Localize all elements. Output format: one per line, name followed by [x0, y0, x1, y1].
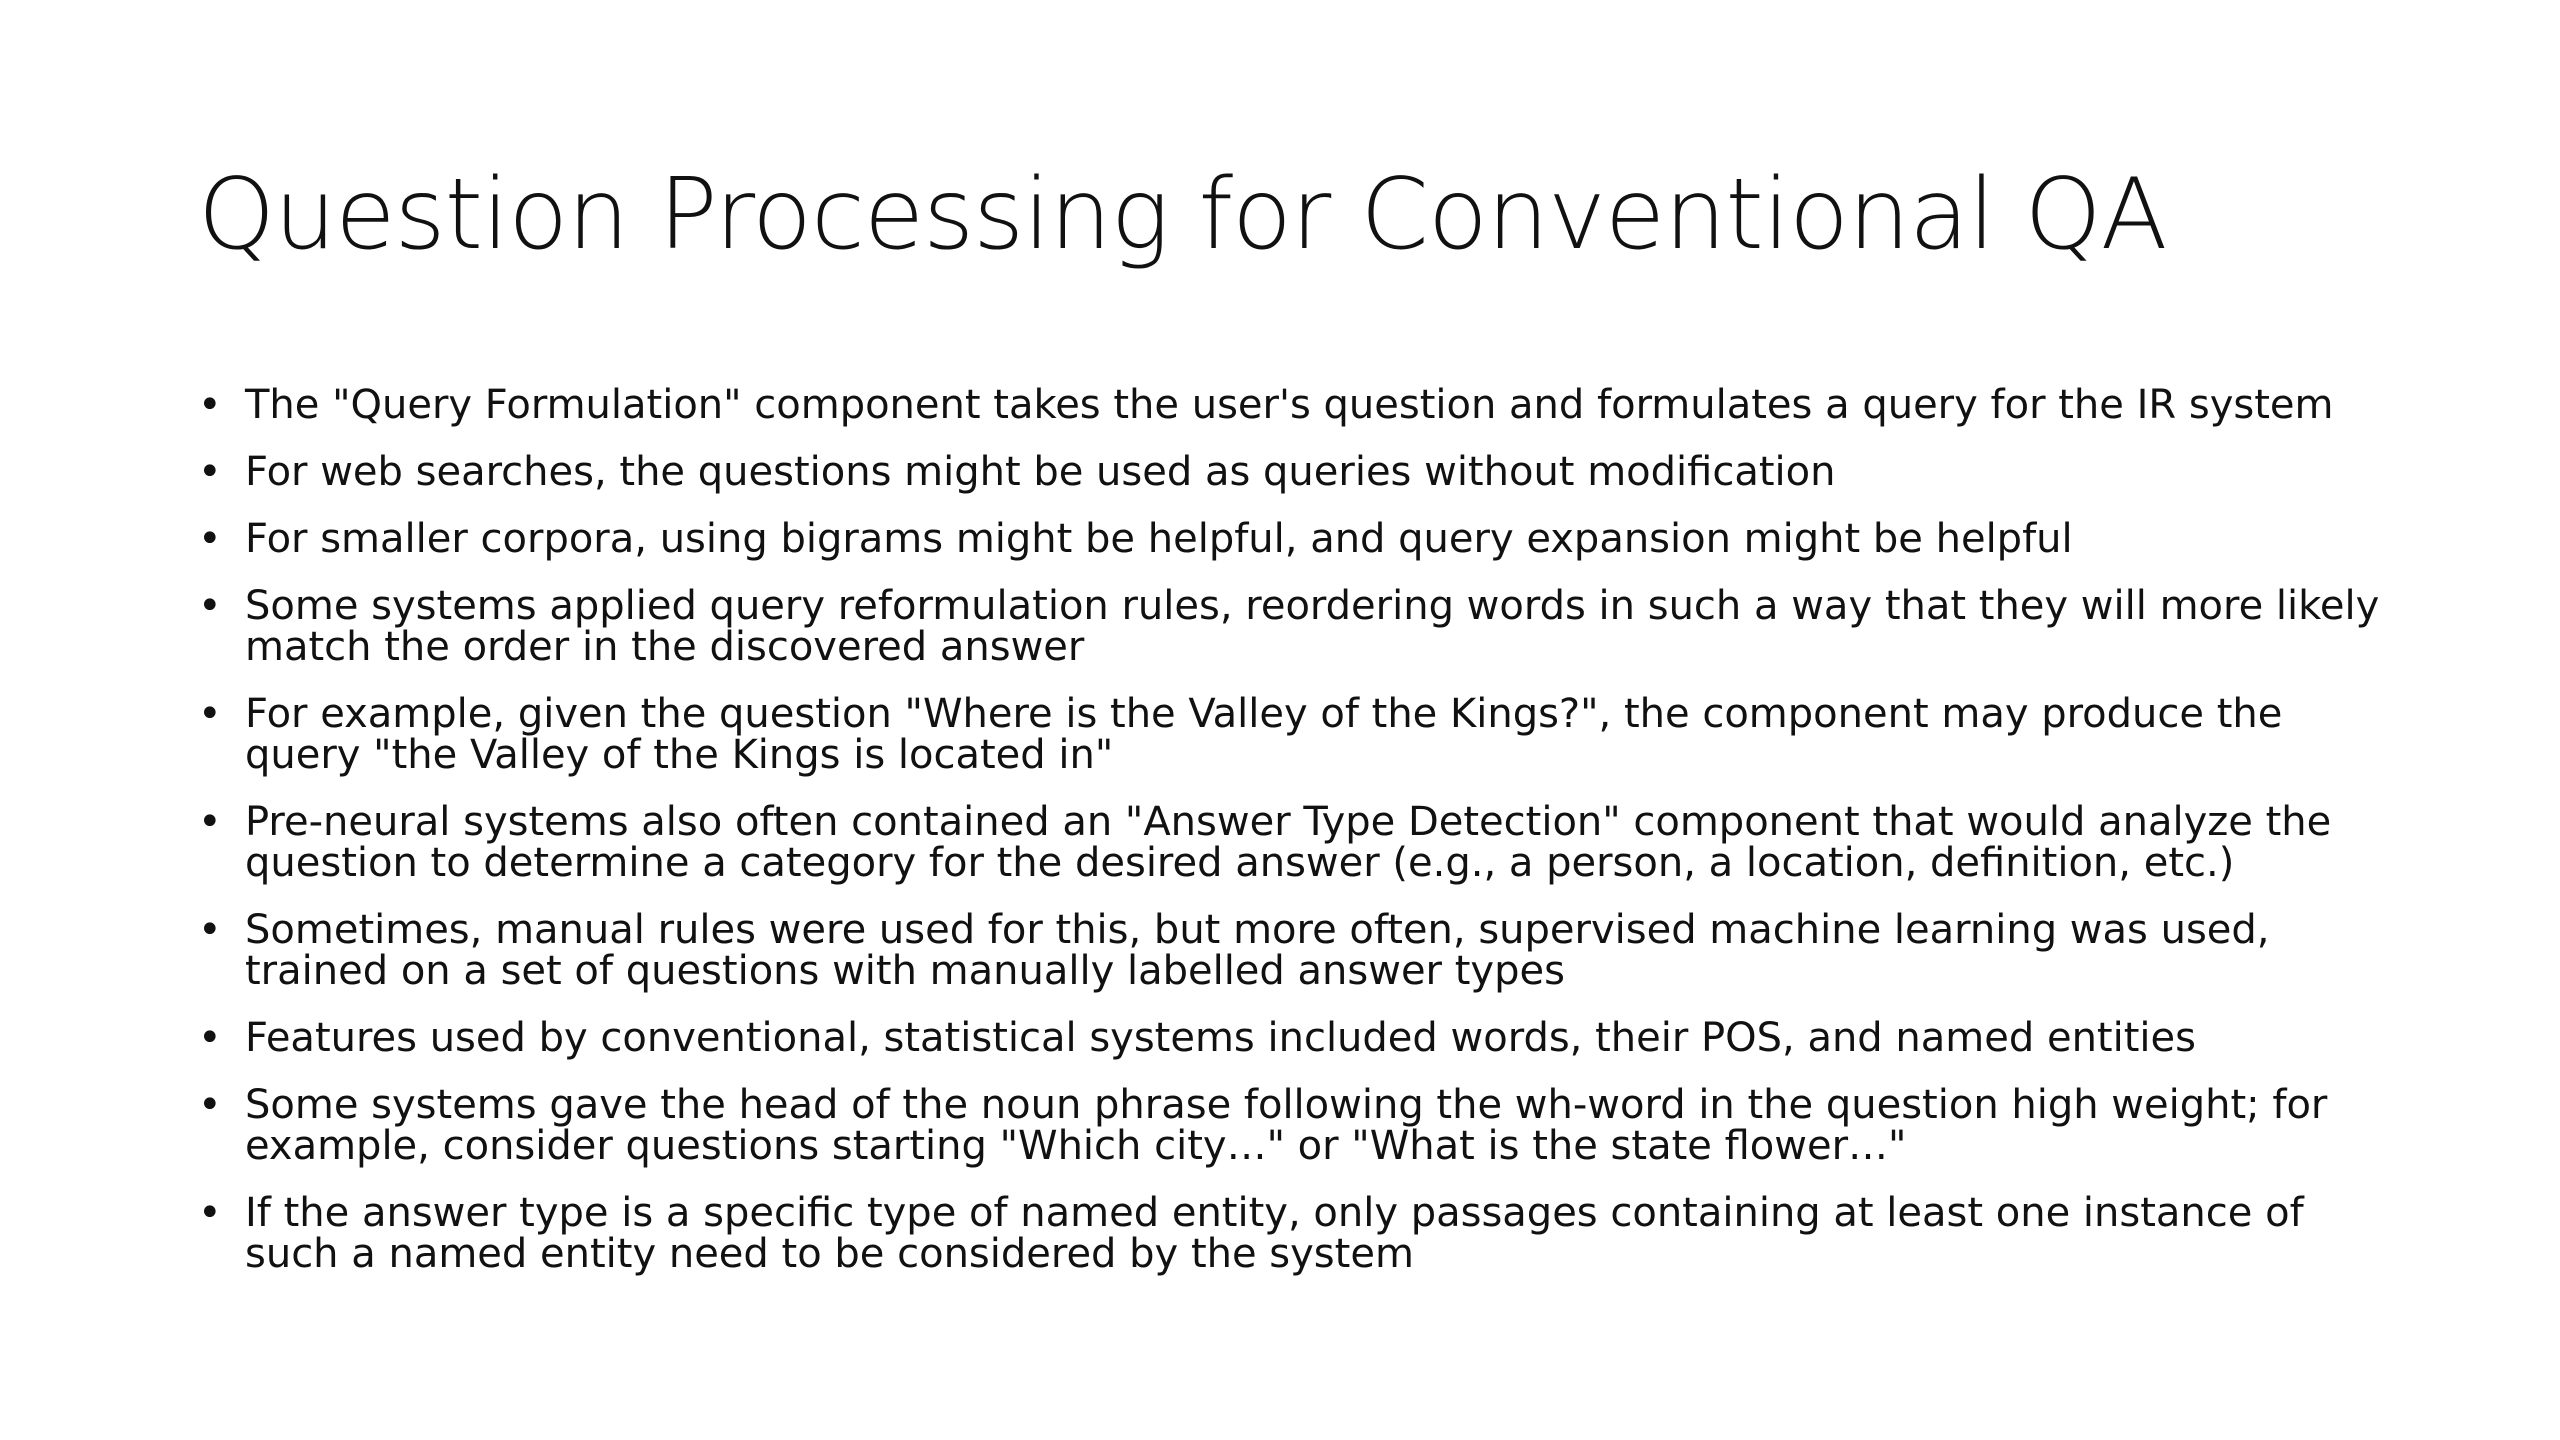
bullet-icon: • [198, 907, 222, 953]
bullet-text: For smaller corpora, using bigrams might be helpful, and query expansion might be helpful [245, 516, 2073, 562]
bullet-text: Some systems gave the head of the noun phrase following the wh-word in the question high weight; for example, consider questions starting "Which city…" or "What is the state flower…" [245, 1082, 2328, 1169]
bullet-icon: • [198, 1015, 222, 1061]
bullet-icon: • [198, 583, 222, 629]
bullet-item-query-formulation [198, 382, 2408, 428]
bullet-icon: • [198, 1190, 222, 1236]
bullet-item-named-entity-passages [198, 1190, 2408, 1277]
bullet-item-web-searches [198, 449, 2408, 495]
bullet-icon: • [198, 382, 222, 428]
bullet-item-manual-rules [198, 907, 2408, 994]
bullet-text: Sometimes, manual rules were used for this, but more often, supervised machine learning was used, trained on a set of questions with manually labelled answer types [245, 907, 2270, 994]
bullet-text: For example, given the question "Where is the Valley of the Kings?", the component may produce the query "the Valley of the Kings is located in" [245, 691, 2283, 778]
bullet-text: Pre-neural systems also often contained an "Answer Type Detection" component that would analyze the question to determine a category for the desired answer (e.g., a person, a location, definition, etc.) [245, 799, 2332, 886]
bullet-item-example [198, 691, 2408, 778]
bullet-icon: • [198, 516, 222, 562]
bullet-icon: • [198, 691, 222, 737]
bullet-text: The "Query Formulation" component takes the user's question and formulates a query for the IR system [245, 382, 2334, 428]
bullet-item-reformulation-rules [198, 583, 2408, 670]
bullet-icon: • [198, 1082, 222, 1128]
slide-title: Question Processing for Conventional QA [198, 158, 2167, 272]
bullet-text: If the answer type is a specific type of named entity, only passages containing at least one instance of such a named entity need to be considered by the system [245, 1190, 2304, 1277]
bullet-icon: • [198, 799, 222, 845]
bullet-item-features [198, 1015, 2408, 1061]
bullet-item-noun-phrase-head [198, 1082, 2408, 1169]
bullet-text: Some systems applied query reformulation rules, reordering words in such a way that they will more likely match the order in the discovered answer [245, 583, 2380, 670]
bullet-item-answer-type-detection [198, 799, 2408, 886]
bullet-text: For web searches, the questions might be used as queries without modification [245, 449, 1836, 495]
bullet-list [198, 382, 2408, 1301]
bullet-text: Features used by conventional, statistical systems included words, their POS, and named entities [245, 1015, 2196, 1061]
bullet-item-smaller-corpora [198, 516, 2408, 562]
bullet-icon: • [198, 449, 222, 495]
